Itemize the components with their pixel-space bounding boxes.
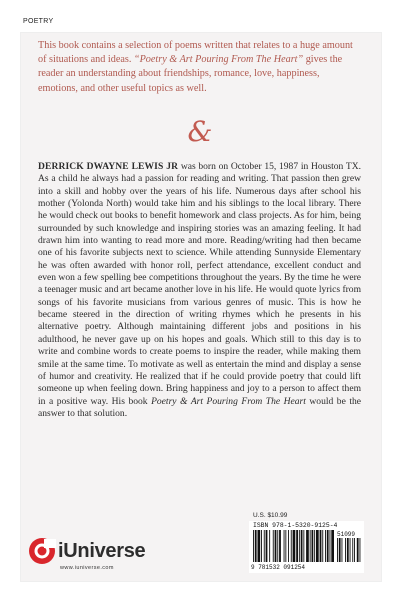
price-label: U.S. $10.99 <box>253 512 288 519</box>
publisher-logo <box>28 537 208 577</box>
isbn-barcode <box>249 521 364 573</box>
ampersand-ornament: & <box>187 115 213 148</box>
publisher-name: iUniverse <box>58 540 146 562</box>
bio-text-end: would be the answer to that solution. <box>38 395 362 419</box>
genre-label: POETRY <box>23 18 54 25</box>
description-text-end: gives the reader an understanding about friendships, romance, love, happiness, emotions, and other useful topics as well. <box>38 54 343 94</box>
bio-text: was born on October 15, 1987 in Houston TX. As a child he always had a passion for reading and writing. That passion then grew into a skill and hobby over the years of his life. Numerous days after school his mother (Yolonda North) would take him and his siblings to the local library. There he would check out books to benefit homework and class projects. As for him, being surrounded by such knowledge and inspiring stories was an amazing feeling. It had drawn him into wanting to read more and more. Reading/writing had then became one of his favorite subjects next to science. While attending Sunnyside Elementary he was often awarded with honor roll, perfect attendance, excellent conduct and even won a few spelling bee competitions throughout the years. By the time he were a teenager music and art became another love in his life. He would quote lyrics from songs of his favorite musicians from various genres of music. This is how he became steered in the direction of writing rhymes which he presents in his alternative poetry. Although maintaining different jobs and positions in his adulthood, he never gave up on his hopes and goals. Which still to this day is to write and combine words to create poems to inspire the reader, while making them smile at the same time. To motivate as well as entertain the mind and display a sense of humor and creativity. He realized that if he could provide poetry that could lift someone up when feeling down. Bring happiness and joy to a person to affect them in a positive way. His book <box>38 161 361 407</box>
ean-number: 9 781532 091254 <box>251 564 306 571</box>
price-addon-number: 51099 <box>337 531 356 538</box>
book-description <box>38 39 361 96</box>
author-name: DERRICK DWAYNE LEWIS JR <box>38 161 179 172</box>
isbn-number: ISBN 978-1-5320-9125-4 <box>253 522 338 529</box>
description-text-start: This book contains a selection of poems written that relates to a huge amount of situations and ideas. <box>38 40 353 66</box>
author-bio <box>38 161 361 420</box>
iuniverse-logo-icon <box>28 537 56 565</box>
publisher-url: www.iuniverse.com <box>60 565 114 571</box>
bio-book-title: Poetry & Art Pouring From The Heart <box>151 395 306 407</box>
description-book-title: “Poetry & Art Pouring From The Heart” <box>133 54 304 66</box>
